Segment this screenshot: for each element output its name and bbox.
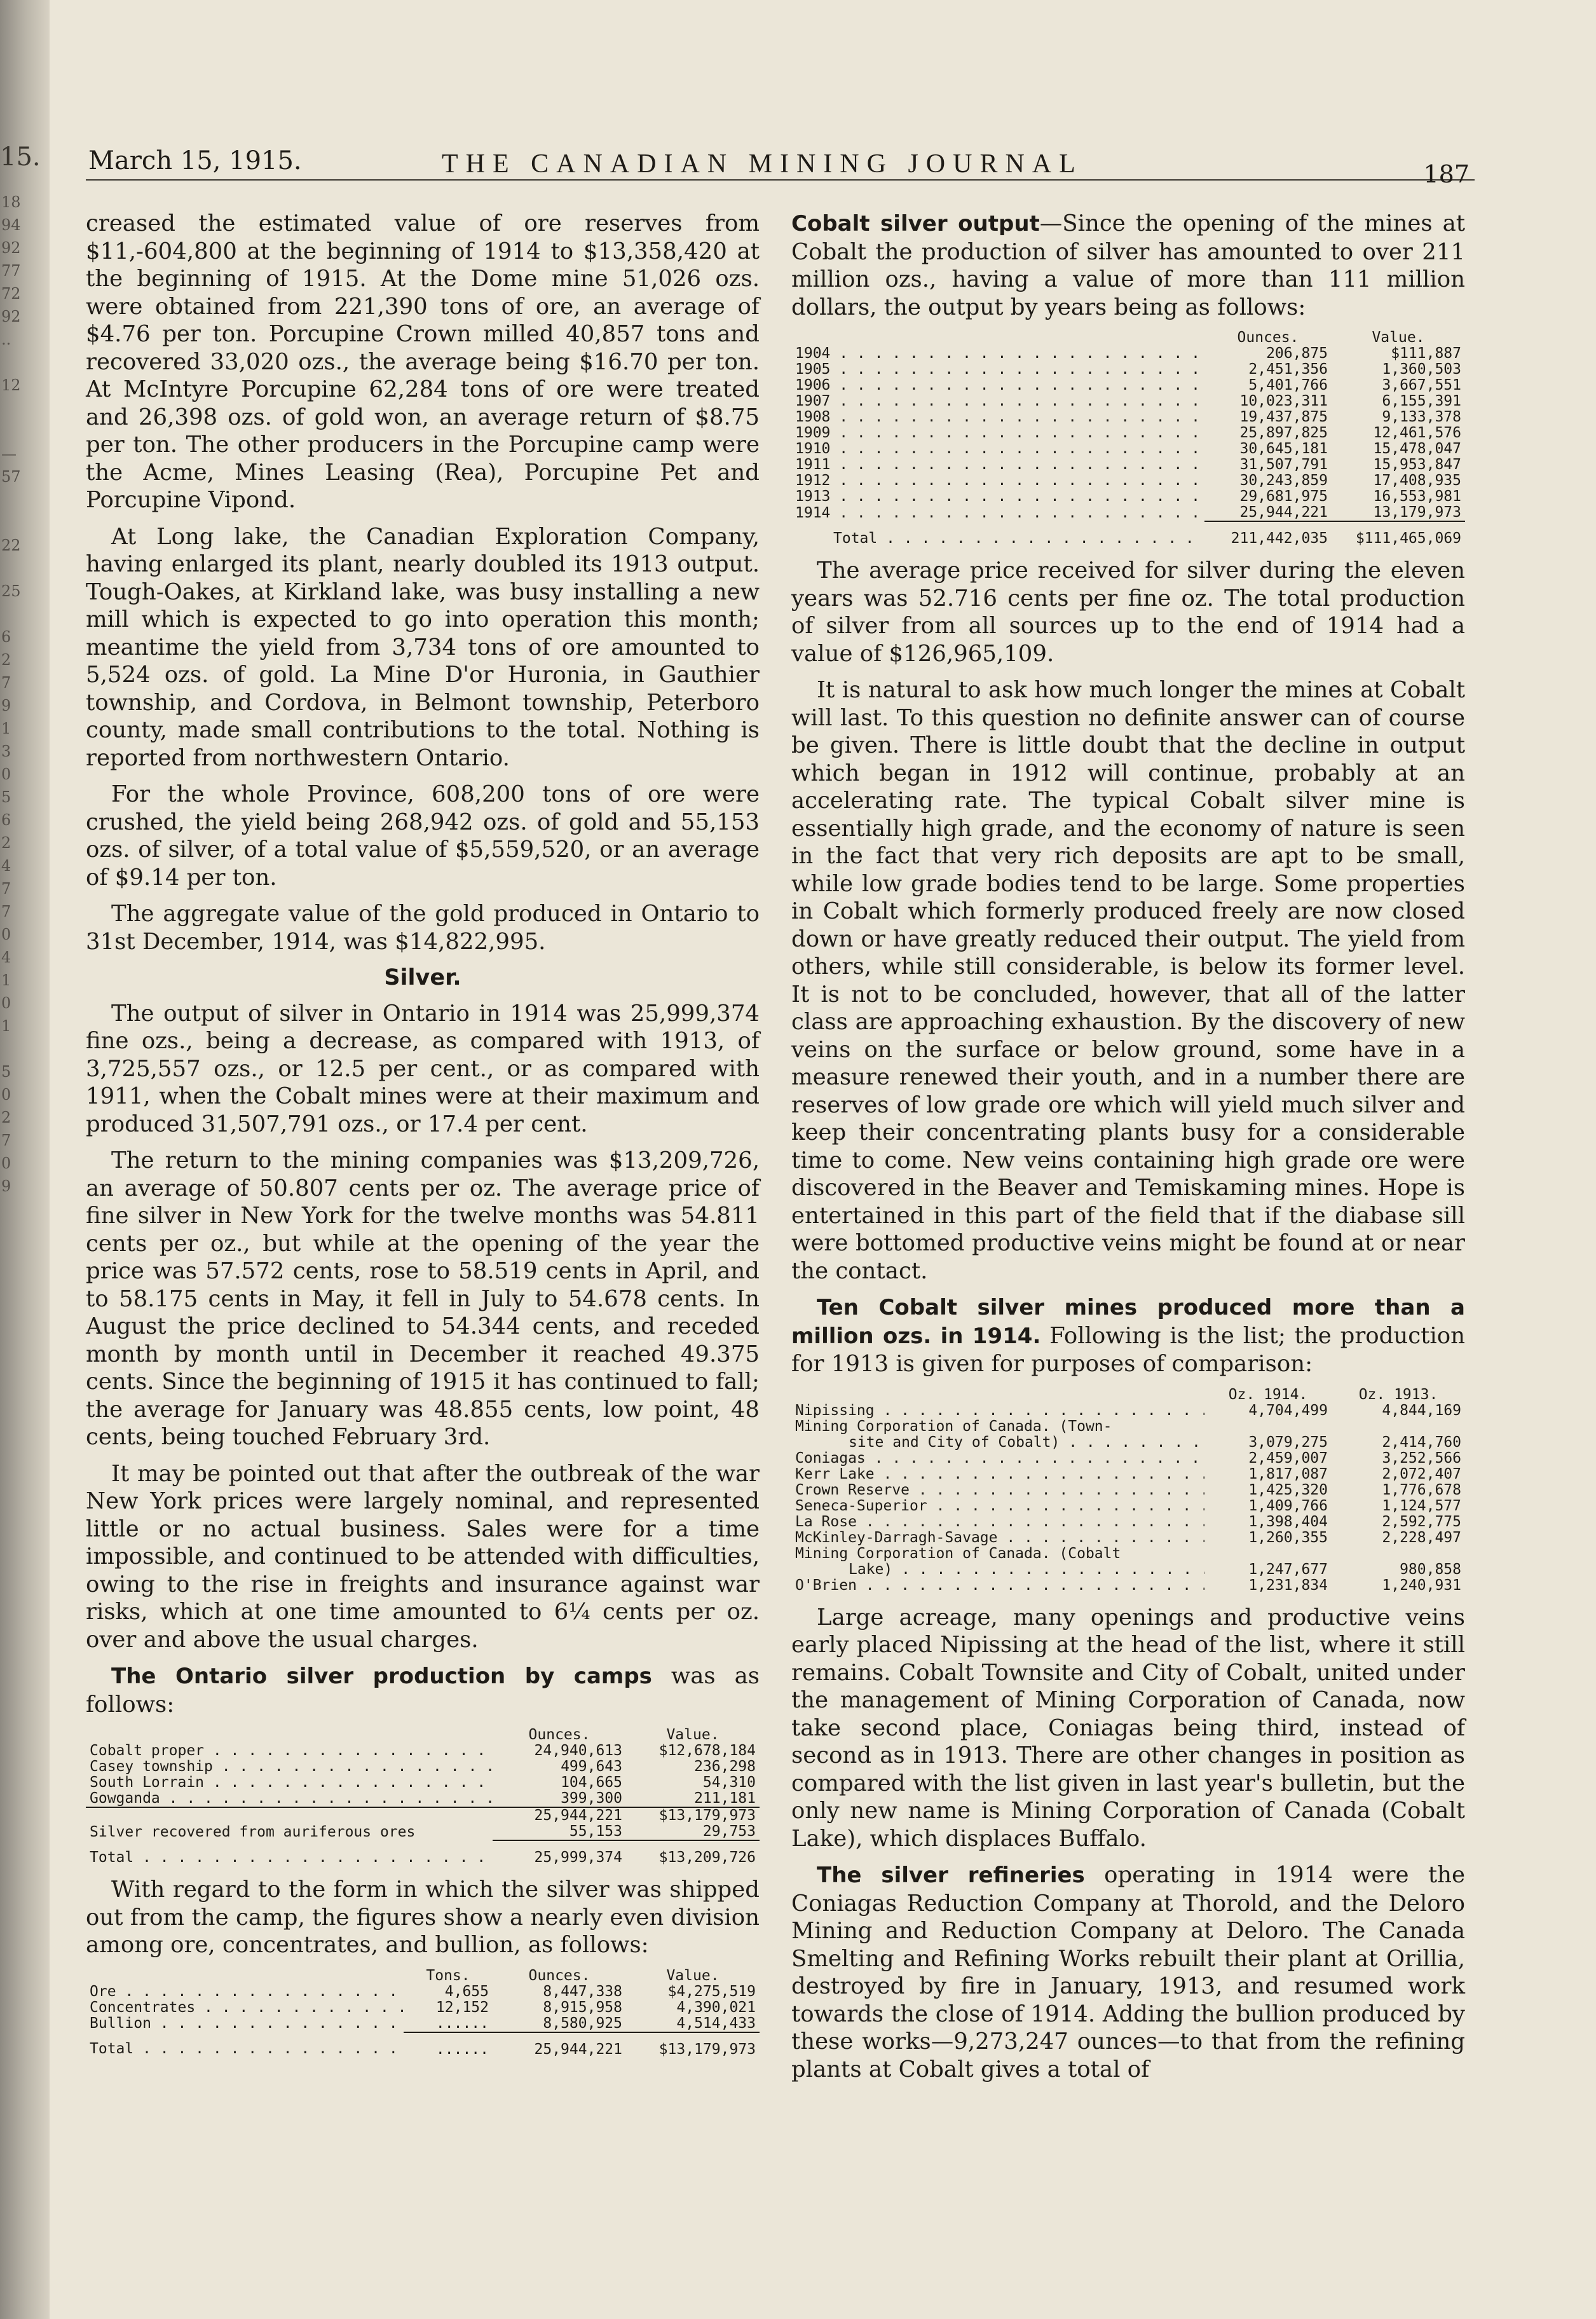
gutter-fragment: 3 <box>1 742 11 760</box>
gutter-fragment <box>1 420 39 442</box>
gutter-fragment: 9 <box>1 1177 11 1195</box>
paragraph: The aggregate value of the gold produced in Ontario to 31st December, 1914, was $14,822,995. <box>86 901 760 955</box>
cell: 1,124,577 <box>1382 1497 1461 1514</box>
row-label: site and City of Cobalt) <box>849 1434 1060 1451</box>
table-row <box>86 1743 760 1759</box>
cell: 2,451,356 <box>1248 361 1328 378</box>
column-header: Ounces. <box>528 1967 590 1984</box>
gutter-fragment: 94 <box>1 216 21 234</box>
paragraph: With regard to the form in which the silver was shipped out from the camp, the figures show a nearly even division among ore, concentrates, and bullion, as follows: <box>86 1877 760 1958</box>
table-row <box>791 1562 1465 1578</box>
paragraph: Cobalt silver output—Since the opening of the mines at Cobalt the production of silver has amounted to over 211 million ozs., having a value of more than 111 million dollars, the output by years being as follows: <box>791 210 1466 320</box>
cell: 1,240,931 <box>1382 1577 1461 1594</box>
gutter-fragment <box>1 603 39 626</box>
cell: 2,592,775 <box>1382 1513 1461 1530</box>
paragraph: It is natural to ask how much longer the mines at Cobalt will last. To this question no definite answer can of course be given. There is little doubt that the decline in output which began in 1912 will continue, probably at an accelerating rate. The typical Cobalt silver mine is essentially high grade, and the economy of nature is seen in the fact that very rich deposits are apt to be small, while low grade bodies tend to be large. Some properties in Cobalt which formerly produced freely are now closed down or have greatly reduced their output. The yield from others, while still considerable, is below its former level. It is not to be concluded, however, that all of the latter class are approaching exhaustion. By the discovery of new veins on the surface or below ground, some have in a measure renewed their youth, and in a number there are reserves of low grade ore which will yield much silver and keep their concentrating plants busy for a considerable time to come. New veins containing high grade ore were discovered in the Beaver and Temiskaming mines. Hope is entertained in this part of the field that if the diabase sill were bottomed productive veins might be found at or near the contact. <box>791 677 1465 1284</box>
cell: 9,133,378 <box>1382 409 1461 425</box>
paragraph: It may be pointed out that after the outbreak of the war New York prices were largely nominal, and represented little or no actual business. Sales were for a time impossible, and continued to be attended with difficulties, owing to the rise in freights and insurance against war risks, which at one time amounted to 6¼ cents per oz. over and above the usual charges. <box>86 1460 760 1653</box>
paragraph: creased the estimated value of ore reserves from $11,-604,800 at the beginning of 1914 to $13,358,420 at the beginning of 1915. At the Dome mine 51,026 ozs. were obtained from 221,390 tons of ore, an average of $4.76 per ton. Porcupine Crown milled 40,857 tons and recovered 33,020 ozs., the average being $16.70 per ton. At McIntyre Porcupine 62,284 tons of ore were treated and 26,398 ozs. of gold won, an average return of $8.75 per ton. The other producers in the Porcupine camp were the Acme, Mines Leasing (Rea), Porcupine Pet and Porcupine Vipond. <box>86 210 760 513</box>
cell: 1,817,087 <box>1248 1465 1328 1482</box>
gutter-fragment: 22 <box>1 537 21 554</box>
camps-table <box>86 1727 760 1866</box>
cell: 236,298 <box>694 1758 756 1775</box>
column-header: Oz. 1914. <box>1228 1386 1308 1403</box>
column-header: Ounces. <box>528 1727 590 1743</box>
row-label: Mining Corporation of Canada. (Cobalt <box>795 1545 1121 1562</box>
page-header <box>86 141 1475 188</box>
gutter-fragment: 2 <box>1 834 11 852</box>
row-label: Cobalt proper <box>90 1743 205 1759</box>
table-row <box>791 457 1465 473</box>
row-label: 1914 <box>795 505 831 521</box>
cell: 104,665 <box>561 1774 622 1791</box>
total-ounces: 211,442,035 <box>1204 521 1332 547</box>
cell: 10,023,311 <box>1239 393 1328 409</box>
gutter-fragment: 6 <box>1 628 11 646</box>
row-label: Concentrates <box>90 1999 196 2016</box>
right-column <box>791 210 1465 2092</box>
cell: 1,398,404 <box>1248 1513 1328 1530</box>
total-value: $13,179,973 <box>626 2032 760 2058</box>
cell: 8,915,958 <box>543 1999 622 2016</box>
cell: 2,414,760 <box>1382 1433 1461 1451</box>
cell: 25,944,221 <box>1239 504 1328 521</box>
gutter-fragment <box>1 511 39 534</box>
table-row <box>86 1775 760 1791</box>
row-label: Total <box>90 1849 134 1866</box>
cell: 3,252,566 <box>1382 1449 1461 1467</box>
run-in-heading: The silver refineries <box>817 1863 1085 1888</box>
run-in-heading: Ten Cobalt silver mines produced more than a million ozs. in 1914. <box>791 1295 1465 1349</box>
cell: 8,580,925 <box>543 2015 622 2032</box>
table-row <box>86 1791 760 1807</box>
row-label: Silver recovered from auriferous ores <box>90 1823 416 1840</box>
row-label: South Lorrain <box>90 1775 205 1791</box>
cell: 29,681,975 <box>1239 488 1328 505</box>
cell: 12,461,576 <box>1373 425 1461 441</box>
gutter-fragment: 7 <box>1 880 11 898</box>
cell: 13,179,973 <box>1373 504 1461 521</box>
table-row <box>791 1578 1465 1594</box>
gutter-fragment: 4 <box>1 857 11 875</box>
subtotal-value: $13,179,973 <box>626 1807 760 1824</box>
gutter-fragment <box>1 488 39 511</box>
table-row <box>791 1419 1465 1435</box>
column-header: Value. <box>666 1727 720 1743</box>
table-row <box>791 1530 1465 1546</box>
gutter-fragment: 57 <box>1 468 21 486</box>
table-row <box>791 378 1465 393</box>
column-header: Ounces. <box>1237 329 1299 346</box>
row-label: 1906 <box>795 378 831 393</box>
row-label: Mining Corporation of Canada. (Town- <box>795 1418 1112 1435</box>
gutter-fragment: 7 <box>1 1132 11 1149</box>
table-row <box>791 1403 1465 1419</box>
gutter-fragment: 12 <box>1 376 21 394</box>
row-label: 1905 <box>795 362 831 378</box>
table-row <box>791 1451 1465 1467</box>
subtotal-ounces: 25,944,221 <box>493 1807 626 1824</box>
column-header: Value. <box>1372 329 1425 346</box>
page-number: 187 <box>1423 160 1470 188</box>
table-row <box>791 425 1465 441</box>
gutter-fragment: 25 <box>1 582 21 600</box>
cell: 399,300 <box>561 1790 622 1807</box>
table-row <box>791 441 1465 457</box>
table-row <box>791 1467 1465 1482</box>
top-mines-table <box>791 1387 1465 1594</box>
cell: 4,390,021 <box>676 1999 756 2016</box>
output-by-year-table <box>791 330 1465 547</box>
cell: 15,953,847 <box>1373 456 1461 473</box>
table-row <box>791 346 1465 362</box>
row-label: Crown Reserve <box>795 1482 910 1498</box>
total-value: $13,209,726 <box>626 1840 760 1866</box>
run-in-heading: The Ontario silver production by camps <box>111 1664 652 1689</box>
cell: 1,231,834 <box>1248 1577 1328 1594</box>
row-label: 1912 <box>795 473 831 489</box>
gutter-fragment: 1 <box>1 971 11 989</box>
cell: 15,478,047 <box>1373 441 1461 457</box>
paragraph: The output of silver in Ontario in 1914 was 25,999,374 fine ozs., being a decrease, as compared with 1913, of 3,725,557 ozs., or 12.5 per cent., or as compared with 1911, when the Cobalt mines were at their maximum and produced 31,507,791 ozs., or 17.4 per cent. <box>86 1000 760 1137</box>
row-label: 1904 <box>795 346 831 362</box>
table-row <box>791 1546 1465 1562</box>
row-label: Coniagas <box>795 1450 866 1467</box>
row-label: Total <box>833 530 878 547</box>
cell: 1,247,677 <box>1248 1561 1328 1578</box>
cell: 5,401,766 <box>1248 377 1328 393</box>
gutter-fragment: 92 <box>1 239 21 257</box>
gutter-fragment: 0 <box>1 1086 11 1104</box>
row-label: 1913 <box>795 489 831 505</box>
table-row <box>791 1435 1465 1451</box>
cell: 211,181 <box>694 1790 756 1807</box>
total-ounces: 25,944,221 <box>493 2032 626 2058</box>
cell: 31,507,791 <box>1239 456 1328 473</box>
table-row <box>791 362 1465 378</box>
gutter-fragment <box>1 397 39 420</box>
gutter-fragments <box>1 191 39 1198</box>
table-row <box>86 1759 760 1775</box>
cell: 8,447,338 <box>543 1983 622 2000</box>
paragraph: The return to the mining companies was $13,209,726, an average of 50.807 cents per oz. The average price of fine silver in New York for the twelve months was 54.811 cents per oz., but while at the opening of the year the price was 57.572 cents, rose to 58.519 cents in April, and to 58.175 cents in May, it fell in July to 54.678 cents. In August the price declined to 54.344 cents, and receded month by month until in December it reached 49.375 cents. Since the beginning of 1915 it has continued to fall; the average for January was 48.855 cents, low point, 48 cents, being touched February 3rd. <box>86 1147 760 1450</box>
table-row <box>791 1482 1465 1498</box>
row-label: La Rose <box>795 1514 857 1530</box>
gutter-fragment: 77 <box>1 262 21 280</box>
cell: $4,275,519 <box>667 1983 756 2000</box>
row-label: McKinley-Darragh-Savage <box>795 1529 998 1546</box>
row-label: 1907 <box>795 393 831 409</box>
left-column <box>86 210 760 2068</box>
total-ounces: 25,999,374 <box>493 1840 626 1866</box>
row-label: Kerr Lake <box>795 1466 875 1482</box>
row-label: Total <box>90 2041 134 2057</box>
issue-date: March 15, 1915. <box>88 146 302 175</box>
cell: 1,409,766 <box>1248 1497 1328 1514</box>
cell: 4,704,499 <box>1248 1402 1328 1419</box>
cell: 30,645,181 <box>1239 441 1328 457</box>
gutter-fragment: 0 <box>1 765 11 783</box>
gutter-fragment: 7 <box>1 674 11 692</box>
cell: 16,553,981 <box>1373 488 1461 505</box>
cell: 1,360,503 <box>1382 361 1461 378</box>
gutter-fragment <box>1 557 39 580</box>
column-header: Value. <box>666 1967 720 1984</box>
row-label: 1908 <box>795 409 831 425</box>
cell: 1,260,355 <box>1248 1529 1328 1546</box>
cell: 3,079,275 <box>1248 1433 1328 1451</box>
paragraph: Ten Cobalt silver mines produced more than a million ozs. in 1914. Following is the list; the production for 1913 is given for purposes of comparison: <box>791 1295 1465 1377</box>
gutter-fragment: 0 <box>1 926 11 943</box>
cell: ...... <box>435 2015 489 2032</box>
cell: 24,940,613 <box>534 1742 622 1759</box>
table-row <box>791 1514 1465 1530</box>
cell: ...... <box>404 2032 493 2058</box>
paragraph: The Ontario silver production by camps was as follows: <box>86 1663 760 1718</box>
gutter-fragment: 18 <box>1 193 21 211</box>
cell: 4,655 <box>444 1983 489 2000</box>
row-label: Bullion <box>90 2015 151 2032</box>
cell: 980,858 <box>1400 1561 1461 1578</box>
row-label: Seneca-Superior <box>795 1498 927 1514</box>
shipment-form-table <box>86 1968 760 2058</box>
cell: 1,425,320 <box>1248 1481 1328 1498</box>
cell: 2,072,407 <box>1382 1465 1461 1482</box>
journal-title: THE CANADIAN MINING JOURNAL <box>442 149 1083 179</box>
paragraph: For the whole Province, 608,200 tons of ore were crushed, the yield being 268,942 ozs. of gold and 55,153 ozs. of silver, of a total value of $5,559,520, or an average of $9.14 per ton. <box>86 781 760 891</box>
cell: 4,514,433 <box>676 2015 756 2032</box>
gutter-fragment: 6 <box>1 811 11 829</box>
total-value: $111,465,069 <box>1332 521 1465 547</box>
table-row <box>791 505 1465 521</box>
table-row <box>86 1984 760 2000</box>
paragraph: At Long lake, the Canadian Exploration Company, having enlarged its plant, nearly doubled its 1913 output. Tough-Oakes, at Kirkland lake, was busy installing a new mill which is expected to go into operation this month; meantime the yield from 3,734 tons of ore amounted to 5,524 ozs. of gold. La Mine D'or Huronia, in Gauthier township, and Cordova, in Belmont township, Peterboro county, made small contributions to the total. Nothing is reported from northwestern Ontario. <box>86 523 760 771</box>
cell: 17,408,935 <box>1373 472 1461 489</box>
cell: 19,437,875 <box>1239 409 1328 425</box>
cell: 29,753 <box>702 1823 756 1840</box>
cell: 12,152 <box>435 1999 489 2016</box>
column-header: Oz. 1913. <box>1358 1386 1438 1403</box>
row-label: 1911 <box>795 457 831 473</box>
row-label: Gowganda <box>90 1791 160 1807</box>
row-label: Nipissing <box>795 1402 875 1419</box>
cell: $111,887 <box>1391 345 1461 362</box>
table-row <box>791 393 1465 409</box>
gutter-fragment: 2 <box>1 1109 11 1126</box>
gutter-fragment: 5 <box>1 788 11 806</box>
cell: 206,875 <box>1266 345 1328 362</box>
section-heading-silver: Silver. <box>384 965 461 990</box>
gutter-fragment: .. <box>1 331 11 348</box>
cell: 30,243,859 <box>1239 472 1328 489</box>
row-label: O'Brien <box>795 1577 857 1594</box>
paragraph: The silver refineries operating in 1914 were the Coniagas Reduction Company at Thorold, and the Deloro Mining and Reduction Company at Deloro. The Canada Smelting and Refining Works rebuilt their plant at Orillia, destroyed by fire in January, 1913, and resumed work towards the close of 1914. Adding the bullion produced by these works—9,273,247 ounces—to that from the refining plants at Cobalt gives a total of <box>791 1862 1465 2083</box>
table-row <box>791 409 1465 425</box>
previous-page-fragment: 15. <box>0 142 41 172</box>
gutter-fragment: 7 <box>1 903 11 920</box>
cell: 4,844,169 <box>1382 1402 1461 1419</box>
paragraph: The average price received for silver during the eleven years was 52.716 cents per fine oz. The total production of silver from all sources up to the end of 1914 had a value of $126,965,109. <box>791 558 1465 667</box>
gutter-fragment: 9 <box>1 697 11 715</box>
cell: 54,310 <box>702 1774 756 1791</box>
cell: $12,678,184 <box>658 1742 756 1759</box>
row-label: Casey township <box>90 1759 213 1775</box>
run-in-heading: Cobalt silver output <box>791 211 1040 236</box>
cell: 55,153 <box>569 1823 622 1840</box>
gutter-fragment: 5 <box>1 1063 11 1081</box>
gutter-fragment: 1 <box>1 720 11 737</box>
cell: 6,155,391 <box>1382 393 1461 409</box>
gutter-fragment: 72 <box>1 285 21 303</box>
row-label: Ore <box>90 1983 116 2000</box>
gutter-fragment: 0 <box>1 1154 11 1172</box>
cell: 25,897,825 <box>1239 425 1328 441</box>
table-row <box>86 2000 760 2016</box>
cell: 499,643 <box>561 1758 622 1775</box>
cell: 3,667,551 <box>1382 377 1461 393</box>
cell: 2,459,007 <box>1248 1449 1328 1467</box>
gutter-fragment: — <box>1 445 17 463</box>
gutter-fragment: 1 <box>1 1017 11 1035</box>
gutter-fragment <box>1 1037 39 1060</box>
cell: 1,776,678 <box>1382 1481 1461 1498</box>
gutter-fragment: 0 <box>1 994 11 1012</box>
table-row <box>86 2016 760 2032</box>
gutter-fragment: 4 <box>1 948 11 966</box>
row-label: 1909 <box>795 425 831 441</box>
gutter-fragment: 92 <box>1 308 21 325</box>
row-label: 1910 <box>795 441 831 457</box>
table-row <box>791 473 1465 489</box>
row-label: Lake) <box>849 1561 893 1578</box>
table-row <box>791 1498 1465 1514</box>
gutter-fragment <box>1 351 39 374</box>
column-header: Tons. <box>426 1967 470 1984</box>
gutter-fragment: 2 <box>1 651 11 669</box>
table-row <box>791 489 1465 505</box>
cell: 2,228,497 <box>1382 1529 1461 1546</box>
paragraph: Large acreage, many openings and productive veins early placed Nipissing at the head of the list, where it still remains. Cobalt Townsite and City of Cobalt, united under the management of Mining Corporation of Canada, now take second place, Coniagas being third, instead of second as in 1913. There are other changes in position as compared with the list given in last year's bulletin, but the only new name is Mining Corporation of Canada (Cobalt Lake), which displaces Buffalo. <box>791 1604 1465 1852</box>
